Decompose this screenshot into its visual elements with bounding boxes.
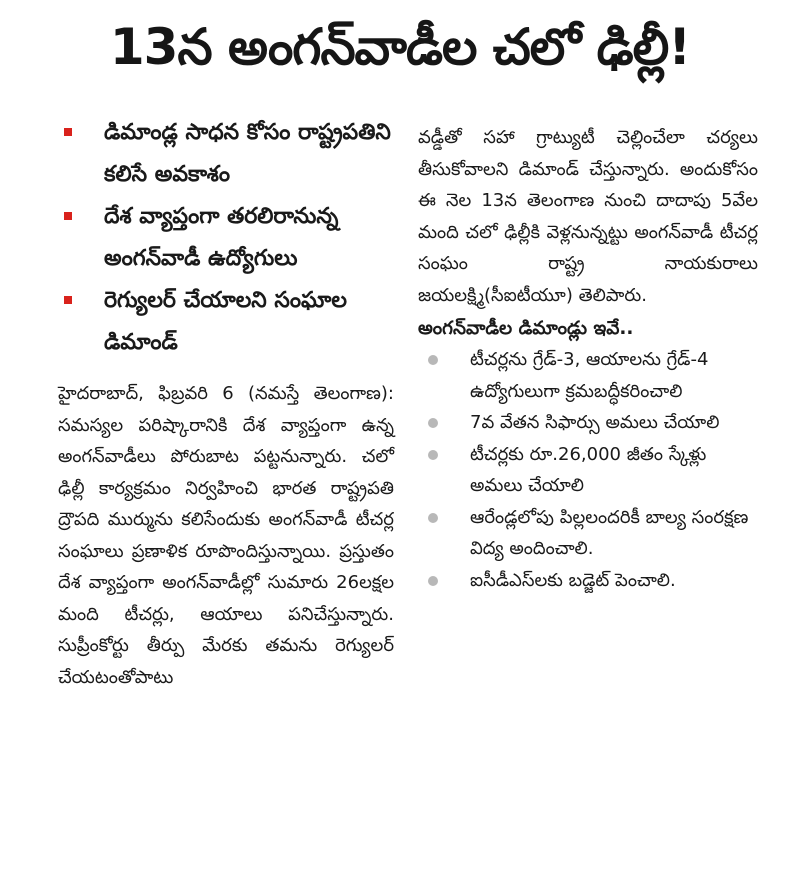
grey-dot-bullet-icon bbox=[428, 355, 438, 365]
article-body-left: హైదరాబాద్, ఫిబ్రవరి 6 (నమస్తే తెలంగాణ): సమస్యల పరిష్కారానికి దేశ వ్యాప్తంగా ఉన్న అంగన్‌వాడీలు పోరుబాట పట్టనున్నారు. చలో ఢిల్లీ కార్యక్రమం నిర్వహించి భారత రాష్ట్రపతి ద్రౌపది ముర్మును కలిసేందుకు అంగన్‌వాడీ టీచర్ల సంఘాలు ప్రణాళిక రూపొందిస్తున్నాయి. ప్రస్తుతం దేశ వ్యాప్తంగా అంగన్‌వాడీల్లో సుమారు 26లక్షల మంది టీచర్లు, ఆయాలు పనిచేస్తున్నారు. సుప్రీంకోర్టు తీర్పు మేరకు తమను రెగ్యులర్ చేయటంతోపాటు bbox=[58, 383, 394, 688]
demand-text: ఆరేండ్లలోపు పిల్లలందరికీ బాల్య సంరక్షణ విద్య అందించాలి. bbox=[470, 506, 749, 559]
demand-text: టీచర్లకు రూ.26,000 జీతం స్కేళ్లు అమలు చేయాలి bbox=[470, 443, 707, 496]
highlights-list bbox=[58, 112, 394, 364]
grey-dot-bullet-icon bbox=[428, 576, 438, 586]
left-column bbox=[58, 112, 394, 693]
highlight-item bbox=[58, 280, 394, 364]
red-square-bullet-icon bbox=[64, 128, 72, 136]
demand-item bbox=[418, 439, 758, 502]
highlight-text: డిమాండ్ల సాధన కోసం రాష్ట్రపతిని కలిసే అవకాశం bbox=[104, 120, 391, 187]
grey-dot-bullet-icon bbox=[428, 450, 438, 460]
right-column bbox=[418, 122, 758, 596]
demand-text: ఐసీడీఎస్‌లకు బడ్జెట్ పెంచాలి. bbox=[470, 569, 676, 591]
red-square-bullet-icon bbox=[64, 212, 72, 220]
demands-heading: అంగన్‌వాడీల డిమాండ్లు ఇవే.. bbox=[418, 318, 634, 339]
demand-item bbox=[418, 565, 758, 597]
demand-item bbox=[418, 344, 758, 407]
highlight-item bbox=[58, 196, 394, 280]
article-body-right: వడ్డీతో సహా గ్రాట్యుటీ చెల్లించేలా చర్యలు తీసుకోవాలని డిమాండ్ చేస్తున్నారు. అందుకోసం ఈ నెల 13న తెలంగాణ నుంచి దాదాపు 5వేల మంది చలో ఢిల్లీకి వెళ్లనున్నట్టు అంగన్‌వాడీ టీచర్ల సంఘం రాష్ట్ర నాయకురాలు జయలక్ష్మి(సీఐటీయూ) తెలిపారు. bbox=[418, 127, 758, 306]
headline: 13న అంగన్‌వాడీల చలో ఢిల్లీ! bbox=[109, 18, 691, 76]
highlight-text: రెగ్యులర్ చేయాలని సంఘాల డిమాండ్ bbox=[104, 288, 347, 355]
grey-dot-bullet-icon bbox=[428, 513, 438, 523]
demand-text: టీచర్లను గ్రేడ్-3, ఆయాలను గ్రేడ్-4 ఉద్యోగులుగా క్రమబద్ధీకరించాలి bbox=[470, 349, 709, 402]
grey-dot-bullet-icon bbox=[428, 418, 438, 428]
red-square-bullet-icon bbox=[64, 296, 72, 304]
demand-item bbox=[418, 407, 758, 439]
highlight-item bbox=[58, 112, 394, 196]
highlight-text: దేశ వ్యాప్తంగా తరలిరానున్న అంగన్‌వాడీ ఉద్యోగులు bbox=[104, 204, 339, 271]
demand-text: 7వ వేతన సిఫార్సు అమలు చేయాలి bbox=[470, 412, 720, 433]
demands-list bbox=[418, 344, 758, 596]
demand-item bbox=[418, 502, 758, 565]
